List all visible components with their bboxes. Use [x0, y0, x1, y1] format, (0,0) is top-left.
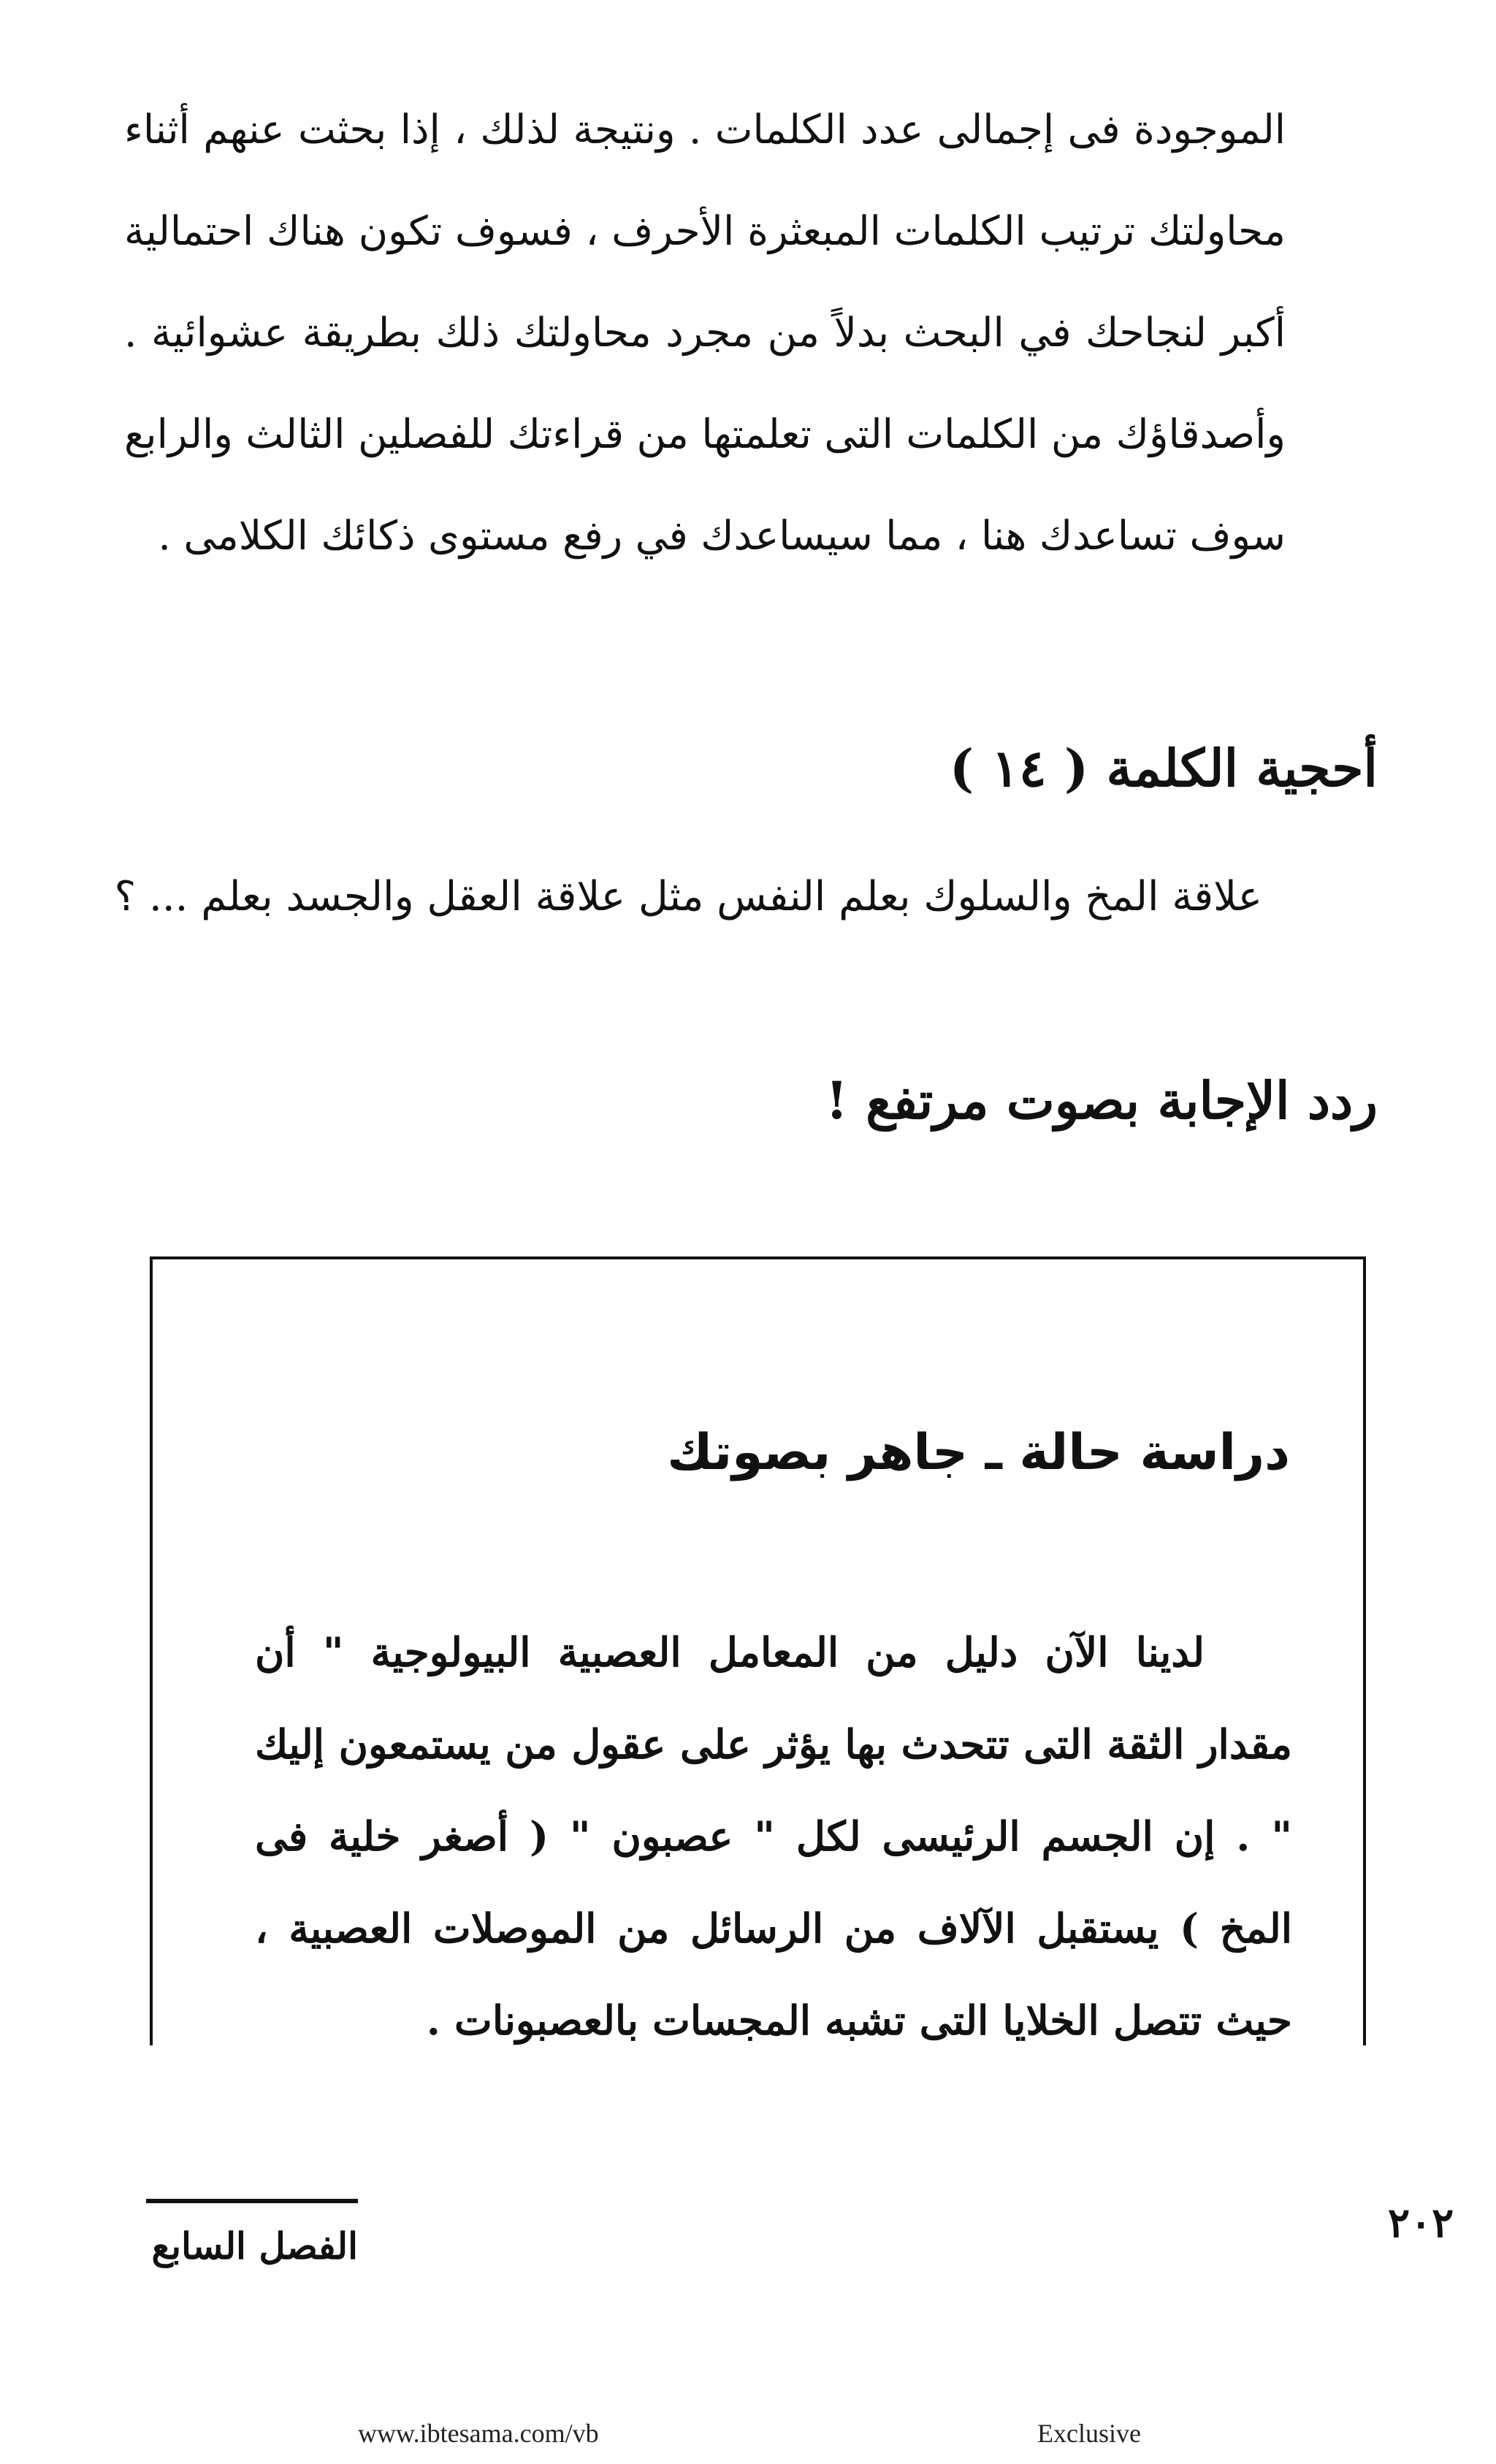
page-number: ٢٠٢ — [1388, 2199, 1454, 2247]
exclusive-tag: Exclusive — [1037, 2419, 1141, 2448]
case-study-body: لدينا الآن دليل من المعامل العصبية البيولوجية " أن مقدار الثقة التى تتحدث بها يؤثر على عقول من يستمعون إليك " . إن الجسم الرئيسى لكل " عصبون " ( أصغر خلية فى المخ ) يستقبل الآلاف من الرسائل من الموصلات العصبية ، حيث تتصل الخلايا التى تشبه المجسات بالعصبونات . — [255, 1628, 1292, 2044]
riddle-title: أحجية الكلمة ( ١٤ ) — [949, 738, 1378, 798]
chapter-label: الفصل السابع — [151, 2224, 358, 2267]
source-url: www.ibtesama.com/vb — [358, 2419, 599, 2448]
body-paragraph: الموجودة فى إجمالى عدد الكلمات . ونتيجة لذلك ، إذا بحثت عنهم أثناء محاولتك ترتيب الكلمات المبعثرة الأحرف ، فسوف تكون هناك احتمالية أكبر لنجاحك في البحث بدلاً من مجرد محاولتك ذلك بطريقة عشوائية . وأصدقاؤك من الكلمات التى تعلمتها من قراءتك للفصلين الثالث والرابع سوف تساعدك هنا ، مما سيساعدك في رفع مستوى ذكائك الكلامى . — [124, 106, 1286, 559]
riddle-question: علاقة المخ والسلوك بعلم النفس مثل علاقة العقل والجسد بعلم ... ؟ — [114, 873, 1262, 920]
case-study-title: دراسة حالة ـ جاهر بصوتك — [667, 1424, 1290, 1481]
case-study-box — [150, 1256, 1366, 2045]
riddle-instruction: ردد الإجابة بصوت مرتفع ! — [825, 1070, 1378, 1131]
footer-divider — [146, 2199, 358, 2203]
